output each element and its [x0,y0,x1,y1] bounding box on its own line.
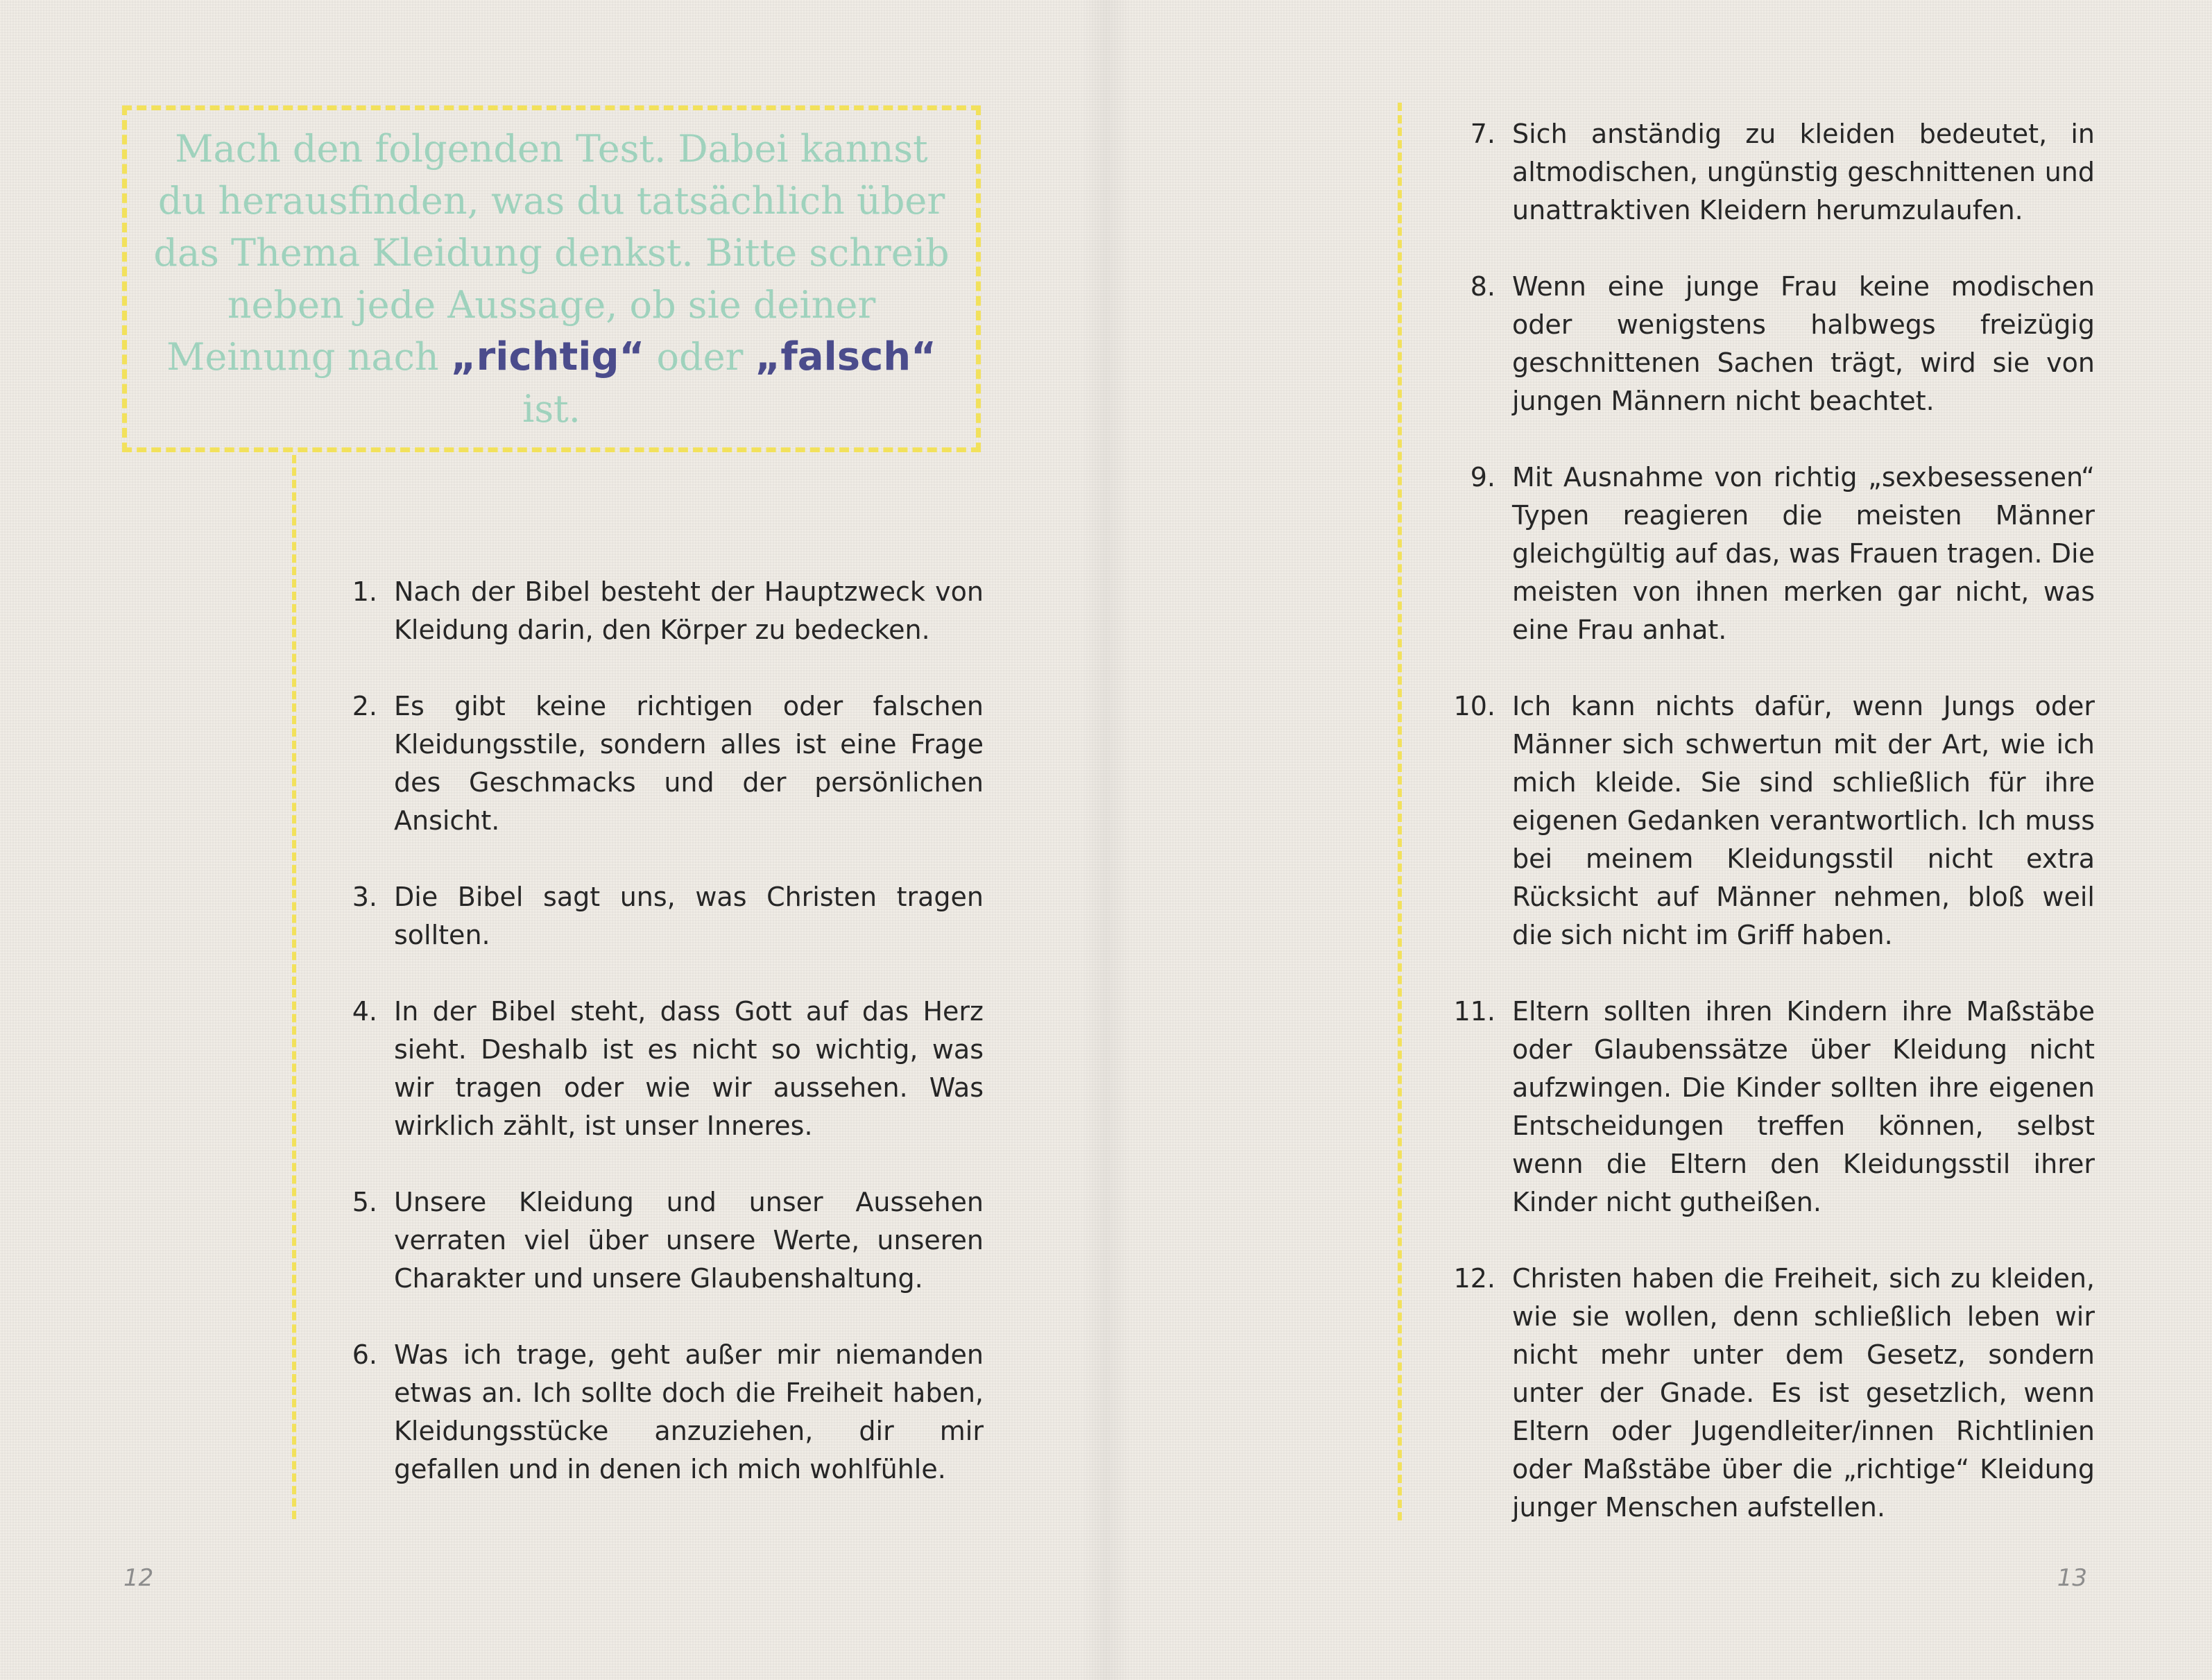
statement-item [1429,687,2095,954]
statement-number: 11. [1453,996,1495,1027]
stitch-line-right [1398,103,1402,1520]
statement-number: 12. [1453,1263,1495,1294]
intro-highlight-richtig: „richtig“ [450,334,645,379]
statement-number: 3. [352,882,377,912]
stitch-line-left [292,455,296,1519]
statement-text: Sich anständig zu kleiden bedeutet, in altmodischen, ungünstig geschnittenen und unattraktiven Kleidern herumzulaufen. [1512,119,2095,225]
statement-item [1429,993,2095,1222]
statement-item [338,573,984,649]
statement-number: 6. [352,1339,377,1370]
statement-list-left [338,573,984,1527]
statement-text: Ich kann nichts dafür, wenn Jungs oder Männer sich schwertun mit der Art, wie ich mich kleide. Sie sind schließlich für ihre eigenen Gedanken verantwortlich. Ich muss bei meinem Kleidungsstil nicht extra Rücksicht auf Männer nehmen, bloß weil die sich nicht im Griff haben. [1512,691,2095,950]
statement-item [338,1336,984,1489]
statement-number: 2. [352,691,377,721]
statement-item [1429,268,2095,420]
statement-item [338,878,984,954]
right-page [1106,0,2212,1680]
intro-text [153,123,950,435]
statement-item [338,993,984,1145]
intro-part1: Mach den folgenden Test. Dabei kannst du herausfinden, was du tatsächlich über das Thema Kleidung denkst. Bitte schreib neben jede Aussage, ob sie deiner Meinung nach [153,127,950,379]
statement-item [1429,458,2095,649]
statement-text: Unsere Kleidung und unser Aussehen verraten viel über unsere Werte, unseren Charakter und unsere Glaubenshaltung. [394,1187,984,1294]
statement-text: In der Bibel steht, dass Gott auf das Herz sieht. Deshalb ist es nicht so wichtig, was wir tragen oder wie wir aussehen. Was wirklich zählt, ist unser Inneres. [394,996,984,1141]
statement-text: Es gibt keine richtigen oder falschen Kleidungsstile, sondern alles ist eine Frage des Geschmacks und der persönlichen Ansicht. [394,691,984,836]
statement-text: Christen haben die Freiheit, sich zu kleiden, wie sie wollen, denn schließlich leben wir nicht mehr unter dem Gesetz, sondern unter der Gnade. Es ist gesetzlich, wenn Eltern oder Jugendleiter/innen Richtlinien oder Maßstäbe über die „richtige“ Kleidung junger Menschen aufstellen. [1512,1263,2095,1523]
statement-number: 1. [352,576,377,607]
statement-number: 5. [352,1187,377,1217]
statement-text: Wenn eine junge Frau keine modischen oder wenigstens halbwegs freizügig geschnittenen Sachen trägt, wird sie von jungen Männern nicht beachtet. [1512,271,2095,416]
statement-text: Die Bibel sagt uns, was Christen tragen sollten. [394,882,984,950]
statement-number: 8. [1470,271,1495,302]
statement-number: 9. [1470,462,1495,492]
statement-text: Was ich trage, geht außer mir niemanden etwas an. Ich sollte doch die Freiheit haben, Kleidungsstücke anzuziehen, dir mir gefallen und in denen ich mich wohlfühle. [394,1339,984,1484]
intro-part2: oder [656,335,744,379]
page-number-right: 13 [2057,1564,2087,1592]
statement-number: 10. [1453,691,1495,721]
statement-list-right [1429,115,2095,1565]
page-number-left: 12 [123,1564,154,1592]
statement-number: 4. [352,996,377,1027]
intro-part3: ist. [522,387,581,431]
statement-item [338,687,984,840]
statement-text: Nach der Bibel besteht der Hauptzweck von Kleidung darin, den Körper zu bedecken. [394,576,984,645]
statement-item [1429,1260,2095,1527]
statement-number: 7. [1470,119,1495,149]
intro-highlight-falsch: „falsch“ [755,334,936,379]
intro-box [122,105,981,452]
statement-text: Eltern sollten ihren Kindern ihre Maßstäbe oder Glaubenssätze über Kleidung nicht aufzwingen. Die Kinder sollten ihre eigenen Entscheidungen treffen können, selbst wenn die Eltern den Kleidungsstil ihrer Kinder nicht gutheißen. [1512,996,2095,1217]
statement-item [1429,115,2095,230]
statement-text: Mit Ausnahme von richtig „sexbesessenen“ Typen reagieren die meisten Männer gleichgültig auf das, was Frauen tragen. Die meisten von ihnen merken gar nicht, was eine Frau anhat. [1512,462,2095,645]
statement-item [338,1183,984,1298]
